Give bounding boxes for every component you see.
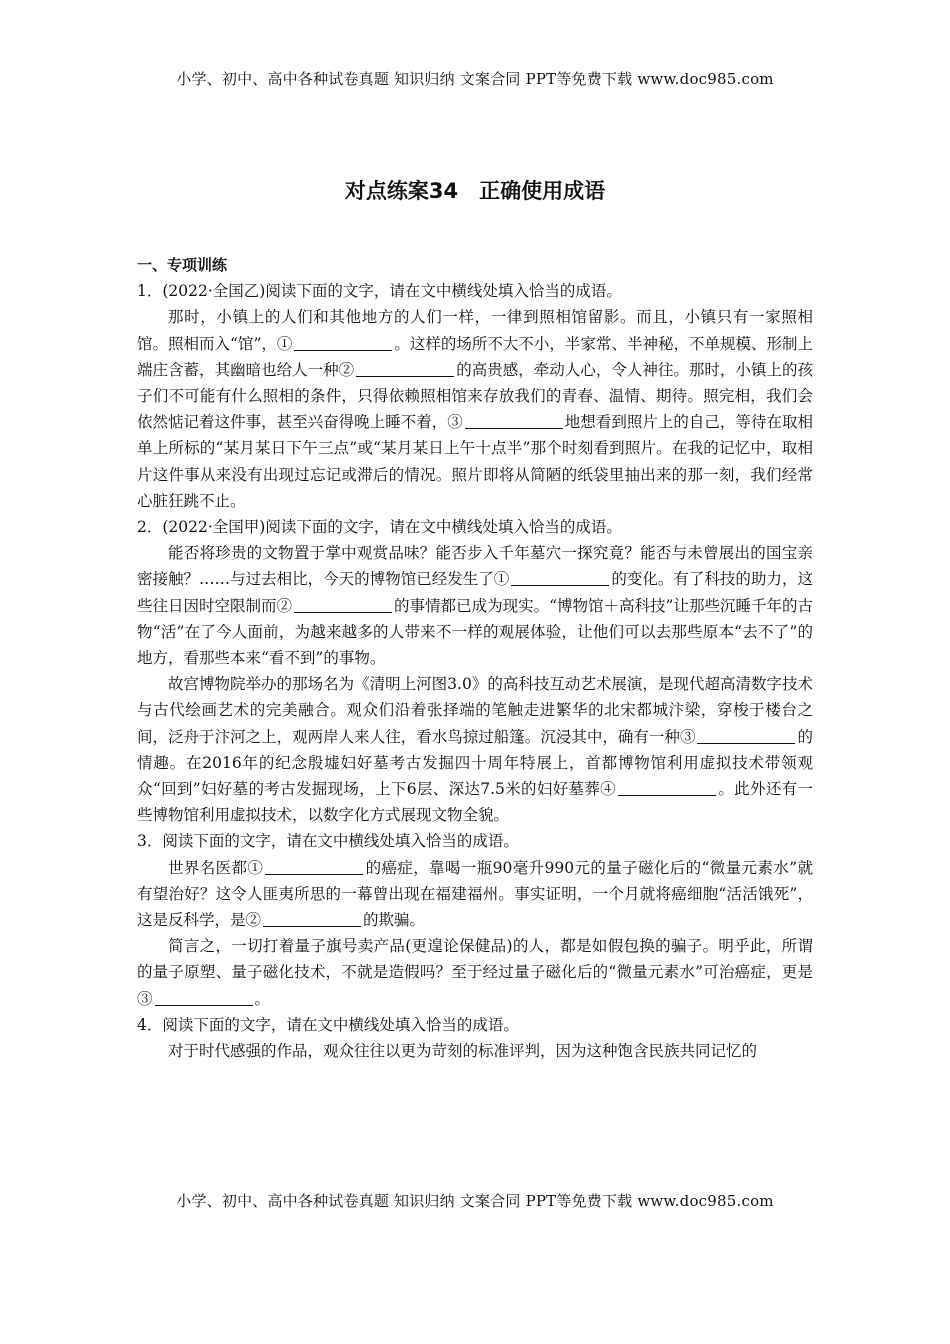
page-header: 小学、初中、高中各种试卷真题 知识归纳 文案合同 PPT等免费下载 www.doc985.com [176, 70, 774, 88]
question-3-prompt: 3．阅读下面的文字，请在文中横线处填入恰当的成语。 [137, 832, 519, 851]
question-2-prompt: 2．(2022·全国甲)阅读下面的文字，请在文中横线处填入恰当的成语。 [137, 518, 622, 537]
question-4-prompt: 4．阅读下面的文字，请在文中横线处填入恰当的成语。 [137, 1015, 519, 1034]
answer-blank[interactable] [356, 360, 454, 377]
question-3-passage-2: 简言之，一切打着量子旗号卖产品(更遑论保健品)的人，都是如假包换的骗子。明乎此，所谓的量子原塑、量子磁化技术，不就是造假吗？至于经过量子磁化后的“微量元素水”可治癌症，更是③ 。 [137, 937, 813, 1008]
page-title: 对点练案34 正确使用成语 [344, 179, 606, 203]
document-body [137, 252, 813, 1064]
question-3-passage-1: 世界名医都① 的癌症，靠喝一瓶90毫升990元的量子磁化后的“微量元素水”就有望治好？这令人匪夷所思的一幕曾出现在福建福州。事实证明，一个月就将癌细胞“活活饿死”，这是反科学，是② 的欺骗。 [137, 858, 813, 930]
answer-blank[interactable] [265, 857, 363, 874]
answer-blank[interactable] [155, 988, 253, 1005]
page-footer: 小学、初中、高中各种试卷真题 知识归纳 文案合同 PPT等免费下载 www.doc985.com [176, 1192, 774, 1210]
answer-blank[interactable] [697, 726, 795, 743]
question-1-prompt: 1．(2022·全国乙)阅读下面的文字，请在文中横线处填入恰当的成语。 [137, 282, 622, 301]
answer-blank[interactable] [294, 595, 392, 612]
section-heading: 一、专项训练 [137, 256, 228, 274]
question-1-passage: 那时，小镇上的人们和其他地方的人们一样，一律到照相馆留影。而且，小镇只有一家照相馆。照相而入“馆”，① 。这样的场所不大不小，半家常、半神秘，不单规模、形制上端庄含蓄，其幽暗也给人一种② 的高贵感，牵动人心，令人神往。那时，小镇上的孩子们不可能有什么照相的条件，只得依赖照相馆来存放我们的青春、温情、期待。照完相，我们会依然惦记着这件事，甚至兴奋得晚上睡不着，③ 地想看到照片上的自己，等待在取相单上所标的“某月某日下午三点”或“某月某日上午十点半”那个时刻看到照片。在我的记忆中，取相片这件事从来没有出现过忘记或滞后的情况。照片即将从简陋的纸袋里抽出来的那一刻，我们经常心脏狂跳不止。 [137, 308, 813, 510]
answer-blank[interactable] [511, 569, 609, 586]
question-4-passage: 对于时代感强的作品，观众往往以更为苛刻的标准评判，因为这种饱含民族共同记忆的 [168, 1042, 758, 1061]
answer-blank[interactable] [618, 779, 716, 796]
answer-blank[interactable] [263, 910, 361, 927]
question-2-passage-2: 故宫博物院举办的那场名为《清明上河图3.0》的高科技互动艺术展演，是现代超高清数字技术与古代绘画艺术的完美融合。观众们沿着张择端的笔触走进繁华的北宋都城汴梁，穿梭于楼台之间，泛舟于汴河之上，观两岸人来人往，看水鸟掠过船篷。沉浸其中，确有一种③ 的情趣。在2016年的纪念殷墟妇好墓考古发掘四十周年特展上，首都博物馆利用虚拟技术带领观众“回到”妇好墓的考古发掘现场，上下6层、深达7.5米的妇好墓葬④ 。此外还有一些博物馆利用虚拟技术，以数字化方式展现文物全貌。 [137, 675, 813, 825]
question-2-passage-1: 能否将珍贵的文物置于掌中观赏品味？能否步入千年墓穴一探究竟？能否与未曾展出的国宝亲密接触？……与过去相比，今天的博物馆已经发生了① 的变化。有了科技的助力，这些往日因时空限制而② 的事情都已成为现实。“博物馆＋高科技”让那些沉睡千年的古物“活”在了今人面前，为越来越多的人带来不一样的观展体验，让他们可以去那些原本“去不了”的地方，看那些本来“看不到”的事物。 [137, 544, 813, 668]
answer-blank[interactable] [294, 333, 392, 350]
answer-blank[interactable] [465, 412, 563, 429]
